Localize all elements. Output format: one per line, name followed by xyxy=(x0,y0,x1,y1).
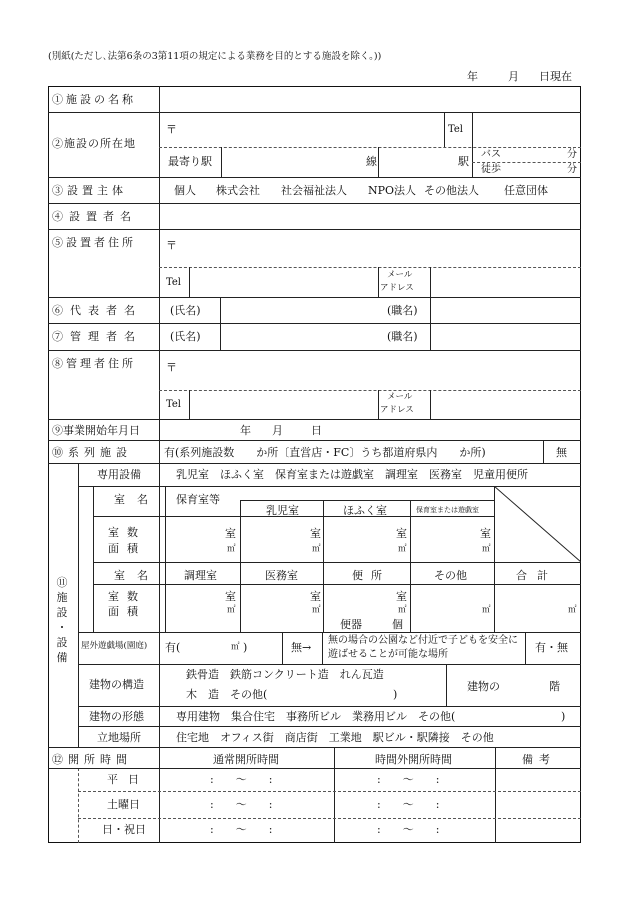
row-label-manager-address: ⑧管理者住所 xyxy=(52,357,136,370)
normal-hours-header: 通常開所時間 xyxy=(213,753,279,766)
establisher-email-label-bottom: アドレス xyxy=(380,283,414,293)
saturday-normal-time[interactable]: : 〜 : xyxy=(210,798,273,811)
col-crawling-room: ほふく室 xyxy=(343,504,387,517)
holiday-extra-time[interactable]: : 〜 : xyxy=(377,823,440,836)
row-label-manager: ⑦管理者名 xyxy=(52,330,142,343)
row-label-establisher: ④設置者名 xyxy=(52,210,137,223)
row-label-representative: ⑥代表者名 xyxy=(52,304,142,317)
nursery-rooms-label: 保育室等 xyxy=(176,493,220,506)
day-saturday: 土曜日 xyxy=(107,798,140,811)
outdoor-play-label: 屋外遊戯場(園庭) xyxy=(81,641,148,651)
toilet-fixture-label: 便器 xyxy=(340,618,362,631)
affiliated-text: 有(系列施設数 か所〔直営店・FC〕うち都道府県内 か所) xyxy=(164,446,486,459)
outdoor-none[interactable]: 無→ xyxy=(291,641,312,654)
row-label-establisher-address: ⑤設置者住所 xyxy=(52,236,136,249)
unit-area: ㎡ xyxy=(227,544,236,554)
toilet-fixture-unit: 個 xyxy=(392,618,403,631)
floors-label: 建物の xyxy=(467,680,500,693)
col-kitchen: 調理室 xyxy=(184,569,217,582)
mgr-title-label: (職名) xyxy=(387,330,418,343)
row-label-start-date: ⑨事業開始年月日 xyxy=(52,424,140,437)
manager-email-label-bottom: アドレス xyxy=(380,405,414,415)
weekday-extra-time[interactable]: : 〜 : xyxy=(377,773,440,786)
room-count-label-1: 室数 xyxy=(108,526,146,539)
establisher-email-label-top: メール xyxy=(387,270,413,280)
form-note: (別紙(ただし､法第6条の3第11項の規定による業務を目的とする施設を除く。)) xyxy=(48,51,382,62)
remarks-header: 備考 xyxy=(522,753,556,766)
row-label-facility-address: ②施設の所在地 xyxy=(52,137,136,150)
date-month: 月 xyxy=(508,70,519,83)
outdoor-note-1: 無の場合の公園など付近で子どもを安全に xyxy=(328,635,518,646)
bus-label: バス xyxy=(481,149,501,160)
date-as-of: 日現在 xyxy=(539,70,572,83)
postal-mark: 〒 xyxy=(166,239,177,252)
col-toilet: 便所 xyxy=(352,569,390,582)
manager-tel-label: Tel xyxy=(166,399,182,410)
postal-mark: 〒 xyxy=(166,361,177,374)
establisher-tel-label: Tel xyxy=(166,277,182,288)
facility-name-input[interactable] xyxy=(164,90,574,110)
date-year: 年 xyxy=(467,70,478,83)
col-other: その他 xyxy=(434,569,467,582)
line-label: 線 xyxy=(366,155,377,168)
location-label: 立地場所 xyxy=(97,731,141,744)
outdoor-note-2: 遊ばせることが可能な場所 xyxy=(328,649,448,660)
building-form-options: 専用建物 集合住宅 事務所ビル 業務用ビル その他( xyxy=(176,710,456,723)
rep-title-label: (職名) xyxy=(387,304,418,317)
bus-minutes-unit: 分 xyxy=(567,149,577,160)
structure-close: ) xyxy=(393,688,398,701)
area-label-2: 面積 xyxy=(108,605,146,618)
unit-area: ㎡ xyxy=(482,544,491,554)
unit-room: 室 xyxy=(310,527,321,540)
room-name-label-2: 室名 xyxy=(114,569,160,582)
founder-option-corporation[interactable]: 株式会社 xyxy=(216,184,260,197)
row-label-facility-name: ①施設の名称 xyxy=(52,93,136,106)
day-holiday: 日・祝日 xyxy=(102,823,146,836)
unit-area: ㎡ xyxy=(482,605,491,615)
unit-room: 室 xyxy=(396,590,407,603)
row-label-hours: ⑫開所時間 xyxy=(52,753,132,766)
col-medical: 医務室 xyxy=(265,569,298,582)
founder-option-other-corp[interactable]: その他法人 xyxy=(424,184,479,197)
outdoor-close: ) xyxy=(243,641,248,654)
founder-option-social-welfare[interactable]: 社会福祉法人 xyxy=(281,184,347,197)
structure-label: 建物の構造 xyxy=(89,678,144,691)
unit-room: 室 xyxy=(480,527,491,540)
weekday-normal-time[interactable]: : 〜 : xyxy=(210,773,273,786)
row-label-founder: ③設置主体 xyxy=(52,184,127,197)
start-year: 年 xyxy=(240,424,251,437)
row-label-equipment: ⑪ 施 設 ・ 設 備 xyxy=(56,576,68,664)
location-options: 住宅地 オフィス街 商店街 工業地 駅ビル・駅隣接 その他 xyxy=(176,731,494,744)
building-form-label: 建物の形態 xyxy=(89,710,144,723)
unit-area: ㎡ xyxy=(227,605,236,615)
extra-hours-header: 時間外開所時間 xyxy=(375,753,452,766)
room-count-label-2: 室数 xyxy=(108,590,146,603)
dedicated-equipment-items: 乳児室 ほふく室 保育室または遊戯室 調理室 医務室 児童用便所 xyxy=(176,468,528,481)
col-infant-room: 乳児室 xyxy=(266,504,299,517)
station-label: 駅 xyxy=(458,155,469,168)
address-tel-label: Tel xyxy=(448,124,464,135)
diagonal-slash xyxy=(494,486,581,562)
rep-name-label: (氏名) xyxy=(170,304,201,317)
col-total: 合計 xyxy=(516,569,558,582)
founder-option-voluntary[interactable]: 任意団体 xyxy=(504,184,548,197)
saturday-extra-time[interactable]: : 〜 : xyxy=(377,798,440,811)
unit-area: ㎡ xyxy=(398,544,407,554)
nearest-station-label: 最寄り駅 xyxy=(168,155,212,168)
unit-room: 室 xyxy=(396,527,407,540)
floors-unit: 階 xyxy=(549,680,560,693)
structure-options-2: 木 造 その他( xyxy=(186,688,268,701)
unit-room: 室 xyxy=(225,527,236,540)
start-month: 月 xyxy=(272,424,283,437)
walk-label: 徒歩 xyxy=(481,164,501,175)
establisher-name-input[interactable] xyxy=(164,207,574,226)
unit-area: ㎡ xyxy=(398,605,407,615)
building-form-close: ) xyxy=(561,710,566,723)
room-name-label-1: 室名 xyxy=(114,493,160,506)
structure-options-1: 鉄骨造 鉄筋コンクリート造 れん瓦造 xyxy=(186,668,384,681)
founder-option-npo[interactable]: NPO法人 xyxy=(368,184,417,197)
unit-area: ㎡ xyxy=(312,544,321,554)
col-nursery-playroom: 保育室または遊戯室 xyxy=(416,506,479,514)
outdoor-area-unit: ㎡ xyxy=(231,642,240,652)
unit-area: ㎡ xyxy=(568,605,577,615)
mgr-name-label: (氏名) xyxy=(170,330,201,343)
row-label-affiliated: ⑩系列施設 xyxy=(52,446,132,459)
unit-room: 室 xyxy=(225,590,236,603)
founder-option-individual[interactable]: 個人 xyxy=(174,184,196,197)
unit-area: ㎡ xyxy=(312,605,321,615)
outdoor-yes[interactable]: 有( xyxy=(165,641,181,654)
walk-minutes-unit: 分 xyxy=(567,164,577,175)
postal-mark: 〒 xyxy=(166,123,177,136)
area-label-1: 面積 xyxy=(108,542,146,555)
day-weekday: 平日 xyxy=(107,773,149,786)
unit-room: 室 xyxy=(310,590,321,603)
manager-email-label-top: メール xyxy=(387,392,413,402)
holiday-normal-time[interactable]: : 〜 : xyxy=(210,823,273,836)
dedicated-equipment-label: 専用設備 xyxy=(97,468,141,481)
affiliated-none[interactable]: 無 xyxy=(556,446,567,459)
outdoor-yes-no[interactable]: 有・無 xyxy=(535,641,568,654)
form-frame xyxy=(48,86,581,843)
start-day: 日 xyxy=(311,424,322,437)
